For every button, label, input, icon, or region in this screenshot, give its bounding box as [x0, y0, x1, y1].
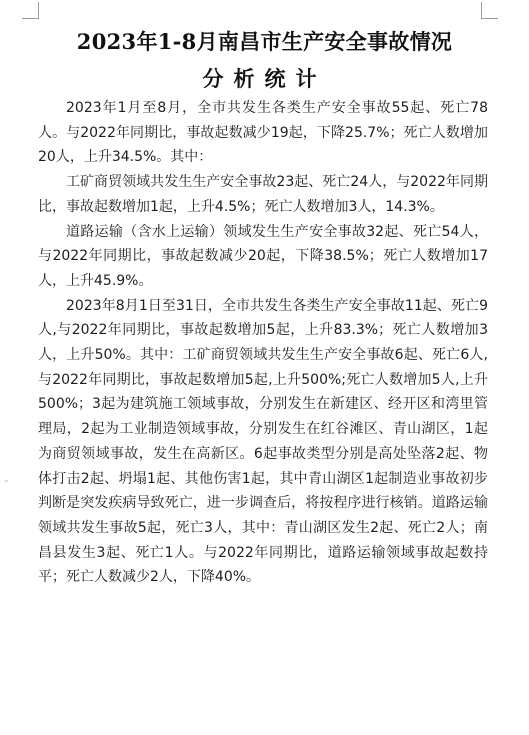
- document-title: 2023年1-8月南昌市生产安全事故情况: [76, 29, 453, 54]
- document-subtitle: 分析统计: [202, 66, 327, 91]
- paragraph-industrial: 工矿商贸领域共发生生产安全事故23起、死亡24人，与2022年同期比，事故起数增加1起，上升4.5%；死亡人数增加3人，14.3%。: [38, 174, 488, 215]
- paragraph-road-transport: 道路运输（含水上运输）领域发生生产安全事故32起、死亡54人，与2022年同期比，事故起数减少20起，下降38.5%；死亡人数增加17人，上升45.9%。: [38, 223, 488, 289]
- document-body: [38, 96, 488, 590]
- paragraph-summary: 2023年1月至8月，全市共发生各类生产安全事故55起、死亡78人。与2022年同期比，事故起数减少19起，下降25.7%；死亡人数增加20人，上升34.5%。其中：: [38, 100, 488, 166]
- crop-mark-top-right: [481, 2, 498, 19]
- margin-marker: ⌄: [3, 475, 10, 484]
- crop-mark-top-left: [22, 2, 39, 19]
- paragraph-august: 2023年8月1日至31日，全市共发生各类生产安全事故11起、死亡9人,与2022年同期比，事故起数增加5起，上升83.3%；死亡人数增加3人，上升50%。其中：工矿商贸领域共发生生产安全事故6起、死亡6人,与2022年同期比，事故起数增加5起,上升500%;死亡人数增加5人,上升500%；3起为建筑施工领域事故，分别发生在新建区、经开区和湾里管理局，2起为工业制造领域事故，分别发生在红谷滩区、青山湖区，1起为商贸领域事故，发生在高新区。6起事故类型分别是高处坠落2起、物体打击2起、坍塌1起、其他伤害1起，其中青山湖区1起制造业事故初步判断是突发疾病导致死亡，进一步调查后，将按程序进行核销。道路运输领域共发生事故5起，死亡3人，其中：青山湖区发生2起、死亡2人；南昌县发生3起、死亡1人。与2022年同期比，道路运输领域事故起数持平；死亡人数减少2人，下降40%。: [38, 297, 488, 586]
